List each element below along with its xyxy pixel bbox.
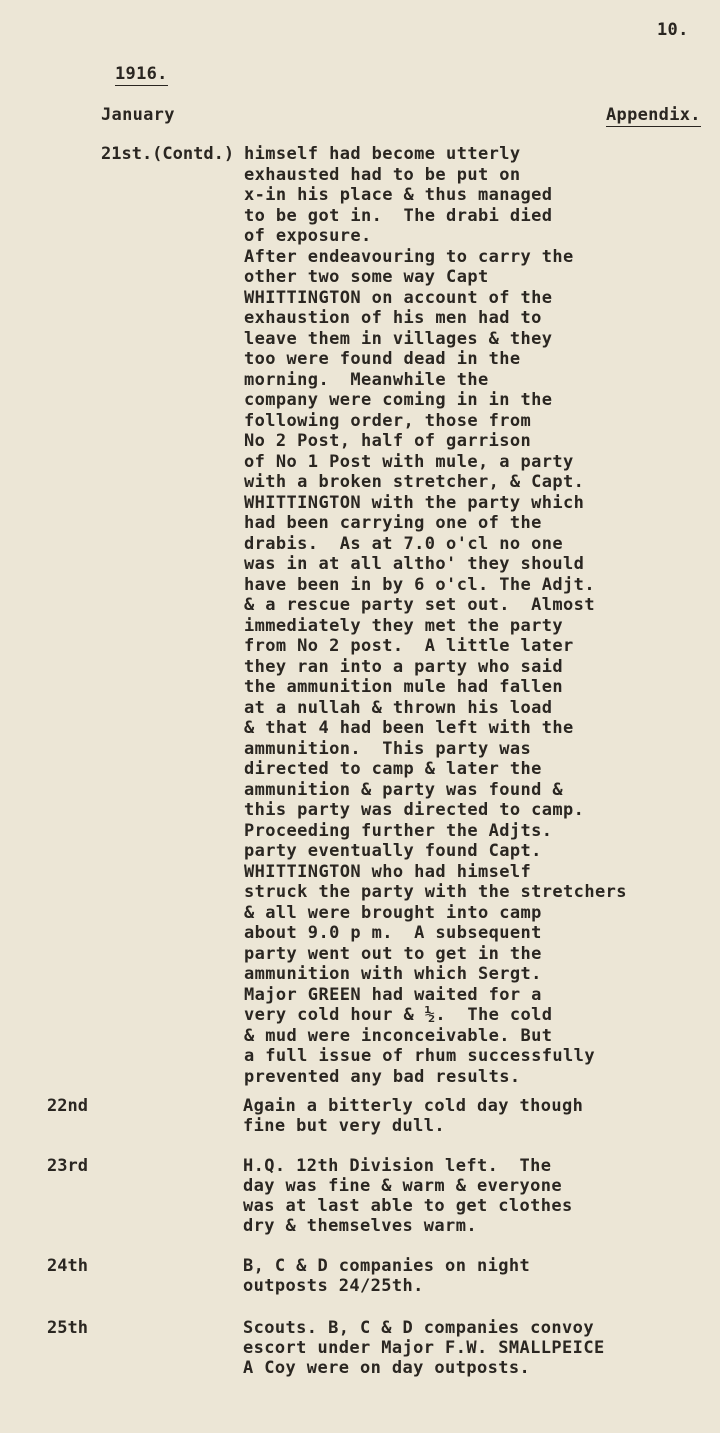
text-line: exhausted had to be put on — [244, 164, 521, 185]
text-line: struck the party with the stretchers — [244, 882, 627, 902]
text-line: had been carrying one of the — [244, 513, 542, 533]
entry-date-21st: 21st.(Contd.) — [101, 144, 235, 164]
text-line: of No 1 Post with mule, a party — [244, 451, 574, 472]
text-line: & all were brought into camp — [244, 902, 542, 923]
text-line: leave them in villages & they — [244, 328, 553, 349]
text-line: very cold hour & ½. The cold — [244, 1005, 553, 1025]
entry-text-23rd — [243, 1156, 573, 1236]
text-line: drabis. As at 7.0 o'cl no one — [244, 533, 564, 554]
text-line: other two some way Capt — [244, 267, 489, 287]
entry-text-24th — [243, 1256, 530, 1296]
text-line: directed to camp & later the — [244, 759, 542, 779]
text-line: following order, those from — [244, 410, 532, 431]
text-line: ammunition & party was found & — [244, 779, 564, 800]
text-line: exhaustion of his men had to — [244, 308, 542, 328]
text-line: No 2 Post, half of garrison — [244, 431, 532, 451]
page-number: 10. — [657, 20, 689, 40]
text-line: the ammunition mule had fallen — [244, 677, 564, 697]
entry-date-22nd: 22nd — [47, 1096, 88, 1116]
text-line: dry & themselves warm. — [243, 1216, 477, 1236]
text-line: himself had become utterly — [244, 144, 521, 164]
entry-text-22nd — [243, 1096, 583, 1136]
appendix-heading: Appendix. — [606, 105, 701, 125]
text-line: about 9.0 p m. A subsequent — [244, 923, 542, 943]
text-line: Major GREEN had waited for a — [244, 984, 542, 1005]
year-heading: 1916. — [115, 64, 168, 84]
text-line: & that 4 had been left with the — [244, 718, 574, 738]
text-line: was at last able to get clothes — [243, 1196, 573, 1216]
text-line: prevented any bad results. — [244, 1066, 521, 1087]
text-line: Proceeding further the Adjts. — [244, 820, 553, 841]
text-line: H.Q. 12th Division left. The — [243, 1156, 552, 1176]
text-line: ammunition. This party was — [244, 738, 532, 759]
text-line: WHITTINGTON on account of the — [244, 287, 553, 308]
text-line: x-in his place & thus managed — [244, 185, 553, 205]
text-line: outposts 24/25th. — [243, 1276, 424, 1296]
text-line: B, C & D companies on night — [243, 1256, 531, 1276]
text-line: Again a bitterly cold day though — [243, 1096, 584, 1116]
text-line: to be got in. The drabi died — [244, 205, 553, 226]
text-line: at a nullah & thrown his load — [244, 697, 553, 718]
entry-date-23rd: 23rd — [47, 1156, 88, 1176]
text-line: escort under Major F.W. SMALLPEICE — [243, 1338, 605, 1358]
text-line: with a broken stretcher, & Capt. — [244, 472, 585, 492]
text-line: party went out to get in the — [244, 943, 542, 964]
text-line: was in at all altho' they should — [244, 554, 585, 574]
month-heading: January — [101, 105, 175, 125]
text-line: fine but very dull. — [243, 1116, 446, 1136]
text-line: they ran into a party who said — [244, 656, 564, 677]
entry-date-24th: 24th — [47, 1256, 88, 1276]
text-line: party eventually found Capt. — [244, 841, 542, 861]
text-line: company were coming in in the — [244, 390, 553, 410]
text-line: & a rescue party set out. Almost — [244, 595, 595, 615]
entry-text-25th — [243, 1318, 605, 1378]
text-line: After endeavouring to carry the — [244, 246, 574, 267]
text-line: too were found dead in the — [244, 349, 521, 369]
text-line: immediately they met the party — [244, 615, 564, 636]
text-line: ammunition with which Sergt. — [244, 964, 542, 984]
text-line: from No 2 post. A little later — [244, 636, 574, 656]
text-line: Scouts. B, C & D companies convoy — [243, 1318, 594, 1338]
text-line: have been in by 6 o'cl. The Adjt. — [244, 574, 595, 595]
text-line: morning. Meanwhile the — [244, 369, 489, 390]
text-line: day was fine & warm & everyone — [243, 1176, 563, 1196]
text-line: A Coy were on day outposts. — [243, 1358, 531, 1378]
text-line: a full issue of rhum successfully — [244, 1046, 595, 1066]
text-line: of exposure. — [244, 226, 372, 246]
text-line: WHITTINGTON with the party which — [244, 492, 585, 513]
text-line: & mud were inconceivable. But — [244, 1025, 553, 1046]
entry-text-21st — [244, 144, 627, 1087]
text-line: this party was directed to camp. — [244, 800, 585, 820]
text-line: WHITTINGTON who had himself — [244, 861, 532, 882]
entry-date-25th: 25th — [47, 1318, 88, 1338]
